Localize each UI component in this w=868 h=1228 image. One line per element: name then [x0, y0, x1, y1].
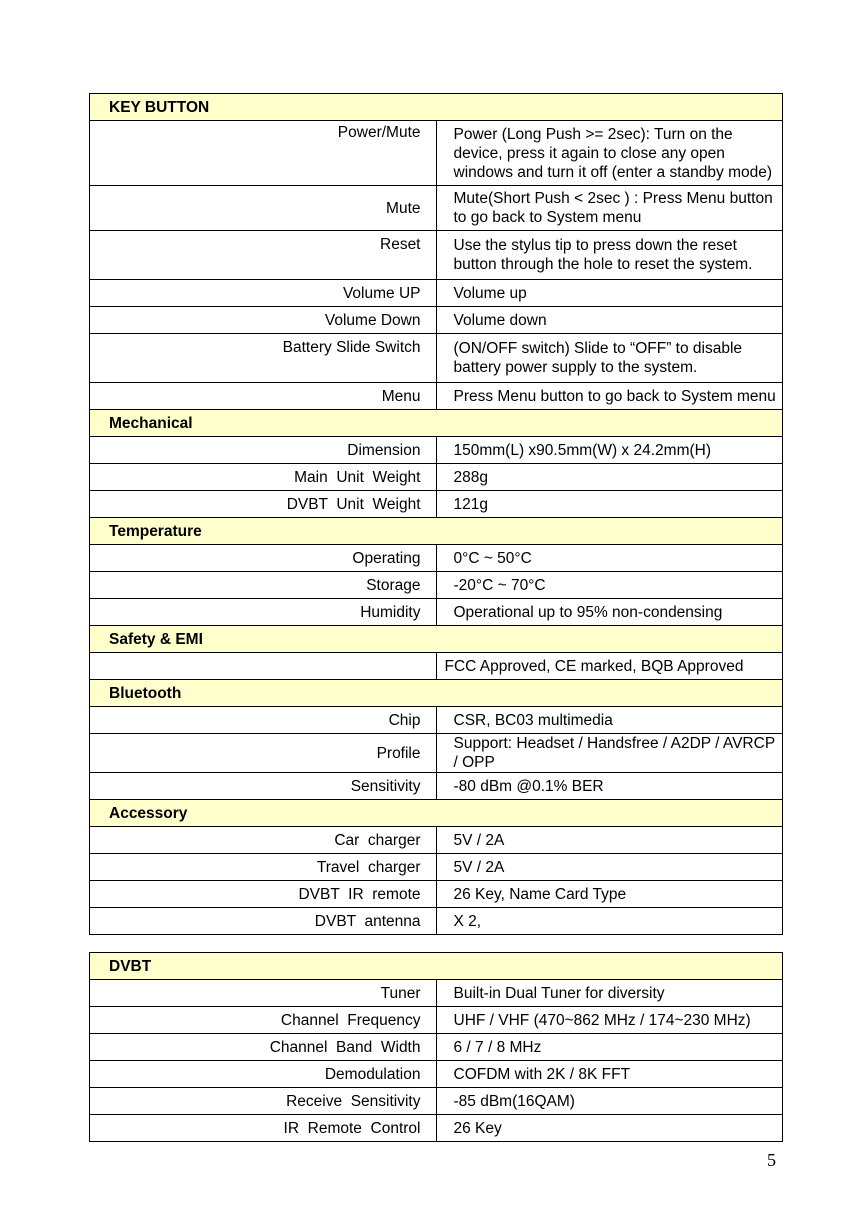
row-label: Car charger	[90, 827, 437, 854]
table-row	[90, 734, 783, 773]
row-label: Power/Mute	[90, 121, 437, 186]
table-row	[90, 1088, 783, 1115]
row-value: Press Menu button to go back to System menu	[436, 383, 783, 410]
row-value: Volume up	[436, 280, 783, 307]
row-value: 6 / 7 / 8 MHz	[436, 1034, 783, 1061]
row-label: Sensitivity	[90, 773, 437, 800]
row-value: CSR, BC03 multimedia	[436, 707, 783, 734]
table-row	[90, 908, 783, 935]
table-row	[90, 707, 783, 734]
row-label: DVBT IR remote	[90, 881, 437, 908]
row-label: IR Remote Control	[90, 1115, 437, 1142]
row-value: 288g	[436, 464, 783, 491]
table-row	[90, 437, 783, 464]
row-value: Power (Long Push >= 2sec): Turn on the device, press it again to close any open windows and turn it off (enter a standby mode)	[436, 121, 783, 186]
row-value: 121g	[436, 491, 783, 518]
row-label: Chip	[90, 707, 437, 734]
table-row	[90, 186, 783, 231]
row-value: 26 Key, Name Card Type	[436, 881, 783, 908]
row-value: FCC Approved, CE marked, BQB Approved	[436, 653, 783, 680]
row-label: Dimension	[90, 437, 437, 464]
section-title: Accessory	[90, 800, 783, 827]
row-value: 150mm(L) x90.5mm(W) x 24.2mm(H)	[436, 437, 783, 464]
section-header	[90, 953, 783, 980]
table-row	[90, 307, 783, 334]
row-value: Operational up to 95% non-condensing	[436, 599, 783, 626]
row-label: Volume UP	[90, 280, 437, 307]
section-title: DVBT	[90, 953, 783, 980]
row-label: Channel Band Width	[90, 1034, 437, 1061]
row-value: -80 dBm @0.1% BER	[436, 773, 783, 800]
row-value: -20°C ~ 70°C	[436, 572, 783, 599]
row-label: Profile	[90, 734, 437, 773]
row-value: Built-in Dual Tuner for diversity	[436, 980, 783, 1007]
row-value: Support: Headset / Handsfree / A2DP / AVRCP / OPP	[436, 734, 783, 773]
section-header	[90, 800, 783, 827]
table-row	[90, 121, 783, 186]
row-value: 5V / 2A	[436, 854, 783, 881]
table-row	[90, 599, 783, 626]
table-row	[90, 491, 783, 518]
section-title: Mechanical	[90, 410, 783, 437]
page-number: 5	[767, 1150, 776, 1170]
section-header	[90, 94, 783, 121]
row-label: Receive Sensitivity	[90, 1088, 437, 1115]
spec-table	[89, 93, 783, 935]
row-value: 5V / 2A	[436, 827, 783, 854]
row-label	[90, 653, 437, 680]
section-header	[90, 680, 783, 707]
row-value: UHF / VHF (470~862 MHz / 174~230 MHz)	[436, 1007, 783, 1034]
row-label: Humidity	[90, 599, 437, 626]
row-value: (ON/OFF switch) Slide to “OFF” to disable battery power supply to the system.	[436, 334, 783, 383]
table-row	[90, 1115, 783, 1142]
section-header	[90, 518, 783, 545]
section-title: KEY BUTTON	[90, 94, 783, 121]
row-value: Mute(Short Push < 2sec ) : Press Menu button to go back to System menu	[436, 186, 783, 231]
row-value: Use the stylus tip to press down the reset button through the hole to reset the system.	[436, 231, 783, 280]
row-label: Operating	[90, 545, 437, 572]
table-row	[90, 231, 783, 280]
dvbt-table	[89, 952, 783, 1142]
row-label: Tuner	[90, 980, 437, 1007]
row-label: DVBT antenna	[90, 908, 437, 935]
row-label: Menu	[90, 383, 437, 410]
table-row	[90, 980, 783, 1007]
section-title: Safety & EMI	[90, 626, 783, 653]
row-label: Travel charger	[90, 854, 437, 881]
row-label: Channel Frequency	[90, 1007, 437, 1034]
section-title: Bluetooth	[90, 680, 783, 707]
row-value: -85 dBm(16QAM)	[436, 1088, 783, 1115]
table-row	[90, 545, 783, 572]
row-value: X 2,	[436, 908, 783, 935]
table-row	[90, 653, 783, 680]
row-value: 0°C ~ 50°C	[436, 545, 783, 572]
table-row	[90, 383, 783, 410]
section-title: Temperature	[90, 518, 783, 545]
table-row	[90, 881, 783, 908]
table-row	[90, 1061, 783, 1088]
table-row	[90, 334, 783, 383]
row-label: Reset	[90, 231, 437, 280]
table-row	[90, 280, 783, 307]
row-label: DVBT Unit Weight	[90, 491, 437, 518]
row-value: 26 Key	[436, 1115, 783, 1142]
table-row	[90, 773, 783, 800]
row-label: Storage	[90, 572, 437, 599]
row-label: Battery Slide Switch	[90, 334, 437, 383]
row-value: Volume down	[436, 307, 783, 334]
row-label: Mute	[90, 186, 437, 231]
row-label: Main Unit Weight	[90, 464, 437, 491]
section-header	[90, 626, 783, 653]
section-header	[90, 410, 783, 437]
table-row	[90, 464, 783, 491]
table-row	[90, 827, 783, 854]
table-row	[90, 1007, 783, 1034]
row-value: COFDM with 2K / 8K FFT	[436, 1061, 783, 1088]
row-label: Demodulation	[90, 1061, 437, 1088]
table-row	[90, 854, 783, 881]
table-row	[90, 1034, 783, 1061]
row-label: Volume Down	[90, 307, 437, 334]
table-row	[90, 572, 783, 599]
